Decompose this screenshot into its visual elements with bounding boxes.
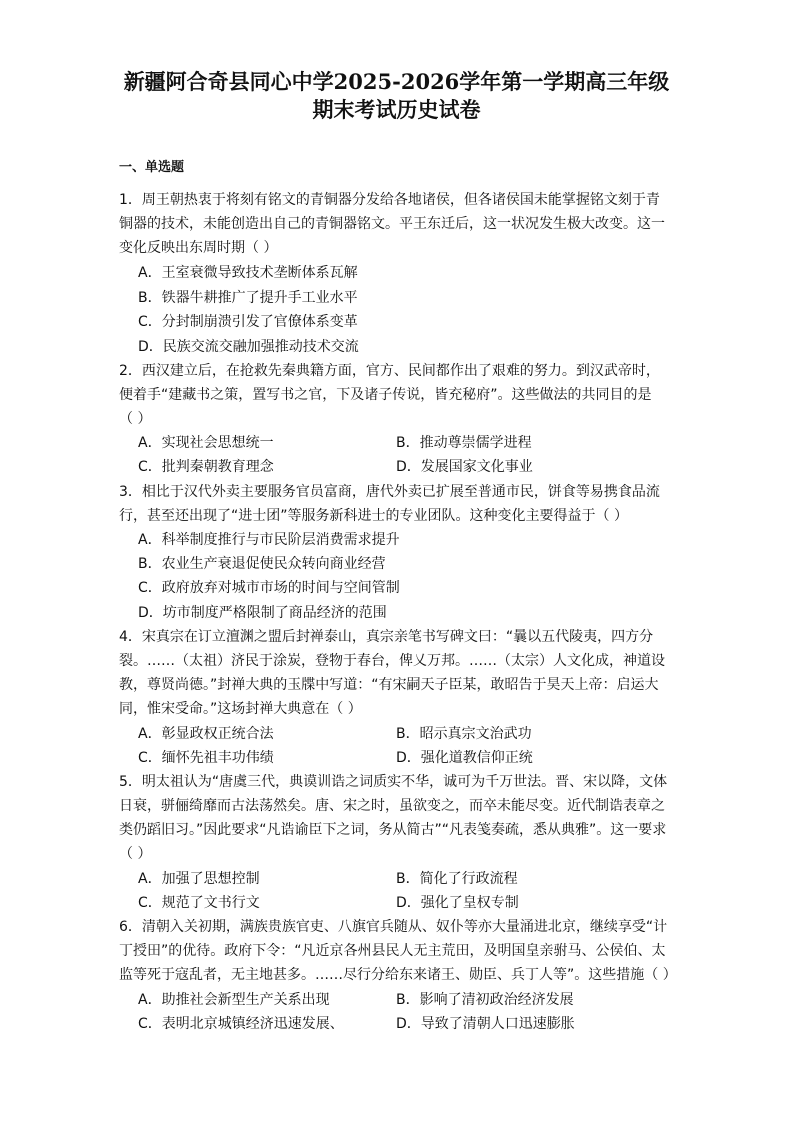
question-4-line-3: 教，尊贤尚德。”封禅大典的玉牒中写道：“有宋嗣天子臣某，敢昭告于昊天上帝：启运大: [119, 677, 659, 693]
question-6-line-3: 监等死于寇乱者，无主地甚多。……尽行分给东来诸王、勋臣、兵丁人等”。这些措施（ ）: [119, 967, 677, 983]
question-2-option-b: B．推动尊崇儒学进程: [396, 435, 532, 451]
question-6-option-c: C．表明北京城镇经济迅速发展、: [138, 1016, 344, 1032]
question-5-line-3: 类仍蹈旧习。”因此要求“凡诰谕臣下之词，务从简古”“凡表笺奏疏，悉从典雅”。这一要求: [119, 822, 667, 838]
question-4-line-4: 同，惟宋受命。”这场封禅大典意在（ ）: [119, 701, 362, 717]
question-3-line-1: 3．相比于汉代外卖主要服务官员富商，唐代外卖已扩展至普通市民，饼食等易携食品流: [119, 484, 660, 500]
question-1-option-a: A．王室衰微导致技术垄断体系瓦解: [138, 265, 358, 281]
exam-title-line1: 新疆阿合奇县同心中学2025-2026学年第一学期高三年级: [123, 69, 670, 94]
question-4-line-1: 4．宋真宗在订立澶渊之盟后封禅泰山，真宗亲笔书写碑文曰：“曩以五代陵夷，四方分: [119, 629, 654, 645]
question-3-line-2: 行，甚至还出现了“进士团”等服务新科进士的专业团队。这种变化主要得益于（ ）: [119, 508, 628, 524]
question-1-line-1: 1．周王朝热衷于将刻有铭文的青铜器分发给各地诸侯，但各诸侯国未能掌握铭文刻于青: [119, 192, 660, 208]
question-6-option-d: D．导致了清朝人口迅速膨胀: [396, 1016, 575, 1032]
question-4-option-c: C．缅怀先祖丰功伟绩: [138, 750, 274, 766]
question-2-line-2: 便着手“建藏书之策，置写书之官，下及诸子传说，皆充秘府”。这些做法的共同目的是: [119, 387, 652, 403]
question-2-option-d: D．发展国家文化事业: [396, 459, 533, 475]
question-3-option-c: C．政府放弃对城市市场的时间与空间管制: [138, 580, 400, 596]
question-4-option-d: D．强化道教信仰正统: [396, 750, 533, 766]
question-6-line-1: 6．清朝入关初期，满族贵族官吏、八旗官兵随从、奴仆等亦大量涌进北京，继续享受“计: [119, 919, 668, 935]
question-6-option-b: B．影响了清初政治经济发展: [396, 992, 574, 1008]
question-4-option-b: B．昭示真宗文治武功: [396, 726, 532, 742]
question-1-option-d: D．民族交流交融加强推动技术交流: [138, 339, 359, 355]
question-5-line-1: 5．明太祖认为“唐虞三代，典谟训诰之词质实不华，诚可为千万世法。晋、宋以降，文体: [119, 774, 668, 790]
question-5-option-c: C．规范了文书行文: [138, 895, 260, 911]
question-1-line-3: 变化反映出东周时期（ ）: [119, 240, 278, 256]
question-3-option-a: A．科举制度推行与市民阶层消费需求提升: [138, 532, 400, 548]
question-5-line-2: 日衰，骈俪绮靡而古法荡然矣。唐、宋之时，虽欲变之，而卒未能尽变。近代制诰表章之: [119, 798, 665, 814]
question-6-option-a: A．助推社会新型生产关系出现: [138, 992, 330, 1008]
question-3-option-d: D．坊市制度严格限制了商品经济的范围: [138, 605, 387, 621]
question-5-option-a: A．加强了思想控制: [138, 871, 260, 887]
question-1-option-c: C．分封制崩溃引发了官僚体系变革: [138, 314, 358, 330]
question-1-option-b: B．铁器牛耕推广了提升手工业水平: [138, 290, 358, 306]
question-5-option-d: D．强化了皇权专制: [396, 895, 519, 911]
question-3-option-b: B．农业生产衰退促使民众转向商业经营: [138, 556, 386, 572]
question-1-line-2: 铜器的技术，未能创造出自己的青铜器铭文。平王东迁后，这一状况发生极大改变。这一: [119, 216, 665, 232]
question-2-option-c: C．批判秦朝教育理念: [138, 459, 274, 475]
question-2-option-a: A．实现社会思想统一: [138, 435, 274, 451]
exam-title-line2: 期末考试历史试卷: [312, 97, 481, 122]
question-6-line-2: 丁授田”的优待。政府下令：“凡近京各州县民人无主荒田，及明国皇亲驸马、公侯伯、太: [119, 943, 666, 959]
question-5-option-b: B．简化了行政流程: [396, 871, 518, 887]
question-2-line-1: 2．西汉建立后，在抢救先秦典籍方面，官方、民间都作出了艰难的努力。到汉武帝时，: [119, 363, 660, 379]
question-2-line-3: （ ）: [119, 411, 152, 427]
section-heading: 一、单选题: [119, 160, 185, 175]
question-4-line-2: 裂。……（太祖）济民于涂炭，登物于春台，俾乂万邦。……（太宗）人文化成，神道设: [119, 653, 665, 669]
question-5-line-4: （ ）: [119, 846, 152, 862]
question-4-option-a: A．彰显政权正统合法: [138, 726, 274, 742]
